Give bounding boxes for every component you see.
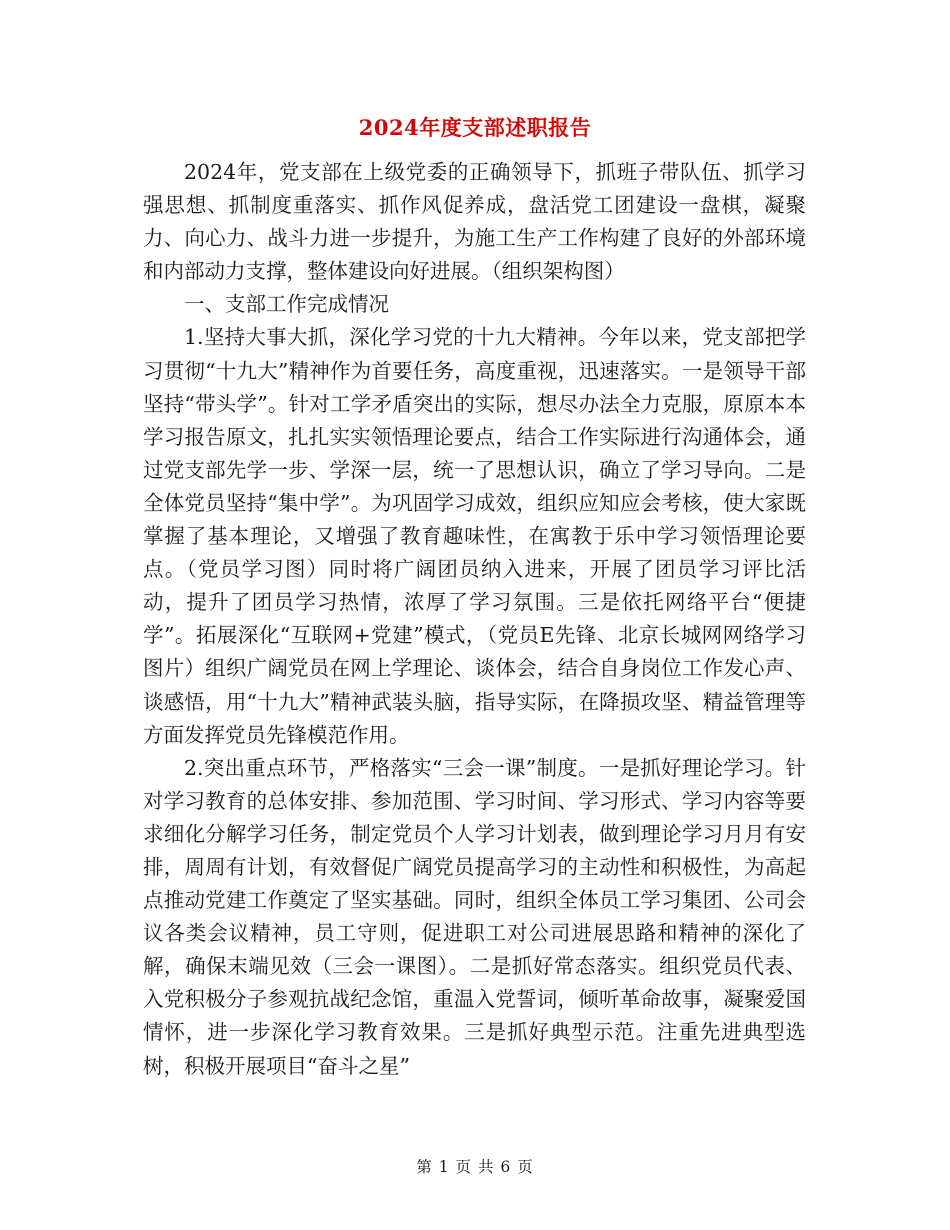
footer-label-page: 第 <box>416 1158 433 1176</box>
footer-current-page: 1 <box>438 1158 450 1176</box>
item-1-paragraph: 1.坚持大事大抓，深化学习党的十九大精神。今年以来，党支部把学习贯彻“十九大”精神作为首要任务，高度重视，迅速落实。一是领导干部坚持“带头学”。针对工学矛盾突出的实际，想尽办法全力克服，原原本本学习报告原文，扎扎实实领悟理论要点，结合工作实际进行沟通体会，通过党支部先学一步、学深一层，统一了思想认识，确立了学习导向。二是全体党员坚持“集中学”。为巩固学习成效，组织应知应会考核，使大家既掌握了基本理论，又增强了教育趣味性，在寓教于乐中学习领悟理论要点。（党员学习图）同时将广阔团员纳入进来，开展了团员学习评比活动，提升了团员学习热情，浓厚了学习氛围。三是依托网络平台“便捷学”。拓展深化“互联网+党建”模式，（党员E先锋、北京长城网网络学习图片）组织广阔党员在网上学理论、谈体会，结合自身岗位工作发心声、谈感悟，用“十九大”精神武装头脑，指导实际，在降损攻坚、精益管理等方面发挥党员先锋模范作用。 <box>143 325 806 747</box>
item-2-paragraph: 2.突出重点环节，严格落实“三会一课”制度。一是抓好理论学习。针对学习教育的总体安排、参加范围、学习时间、学习形式、学习内容等要求细化分解学习任务，制定党员个人学习计划表，做到理论学习月月有安排，周周有计划，有效督促广阔党员提高学习的主动性和积极性，为高起点推动党建工作奠定了坚实基础。同时，组织全体员工学习集团、公司会议各类会议精神，员工守则，促进职工对公司进展思路和精神的深化了解，确保末端见效（三会一课图）。二是抓好常态落实。组织党员代表、入党积极分子参观抗战纪念馆，重温入党誓词，倾听革命故事，凝聚爱国情怀，进一步深化学习教育效果。三是抓好典型示范。注重先进典型选树，积极开展项目“奋斗之星” <box>143 755 806 1078</box>
document-body <box>143 156 806 1083</box>
footer-total-pages: 6 <box>500 1158 512 1176</box>
section-heading: 一、支部工作完成情况 <box>184 292 389 317</box>
footer-label-of: 页 共 <box>455 1158 495 1176</box>
footer-label-end: 页 <box>517 1158 534 1176</box>
document-title: 2024年度支部述职报告 <box>358 115 592 140</box>
intro-paragraph: 2024年，党支部在上级党委的正确领导下，抓班子带队伍、抓学习强思想、抓制度重落实、抓作风促养成，盘活党工团建设一盘棋，凝聚力、向心力、战斗力进一步提升，为施工生产工作构建了良好的外部环境和内部动力支撑，整体建设向好进展。（组织架构图） <box>143 160 806 284</box>
page-footer <box>0 1155 950 1177</box>
